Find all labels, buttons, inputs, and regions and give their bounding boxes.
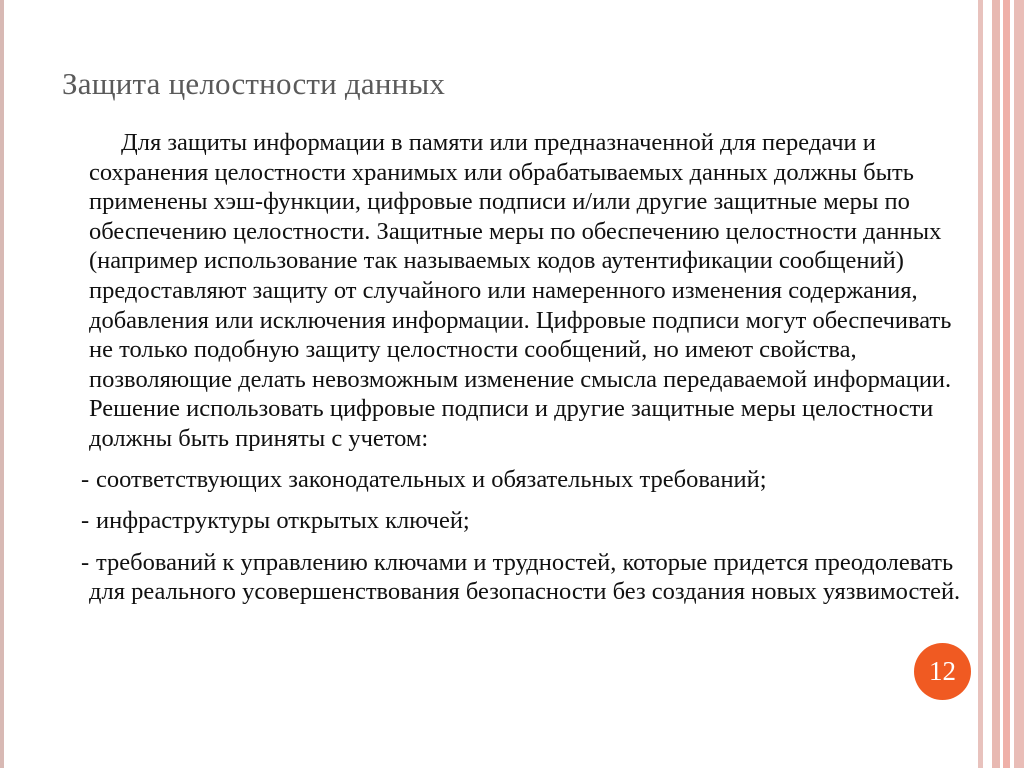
decor-stripe bbox=[992, 0, 1000, 768]
bullet-marker: - bbox=[81, 548, 90, 576]
bullet-text: соответствующих законодательных и обязательных требований; bbox=[96, 465, 767, 493]
bullet-marker: - bbox=[81, 507, 90, 535]
decor-stripe-gap bbox=[983, 0, 992, 768]
slide-body bbox=[81, 128, 974, 607]
decor-stripe bbox=[1003, 0, 1010, 768]
decor-stripe bbox=[1014, 0, 1024, 768]
bullet-marker: - bbox=[81, 465, 90, 493]
bullet-item bbox=[81, 548, 974, 607]
bullet-text: инфраструктуры открытых ключей; bbox=[96, 507, 470, 535]
bullet-text: требований к управлению ключами и трудностей, которые придется преодолевать для реального усовершенствования безопасности без создания новых уязвимостей. bbox=[89, 548, 961, 606]
intro-paragraph: Для защиты информации в памяти или предназначенной для передачи и сохранения целостности хранимых или обрабатываемых данных должны быть применены хэш-функции, цифровые подписи и/или другие защитные меры по обеспечению целостности. Защитные меры по обеспечению целостности данных (например использование так называемых кодов аутентификации сообщений) предоставляют защиту от случайного или намеренного изменения содержания, добавления или исключения информации. Цифровые подписи могут обеспечивать не только подобную защиту целостности сообщений, но имеют свойства, позволяющие делать невозможным изменение смысла передаваемой информации. Решение использовать цифровые подписи и другие защитные меры целостности должны быть приняты с учетом: bbox=[89, 129, 952, 452]
page-number-badge: 12 bbox=[914, 643, 971, 700]
bullet-item bbox=[81, 465, 974, 495]
left-border bbox=[0, 0, 4, 768]
slide-title: Защита целостности данных bbox=[62, 66, 446, 101]
bullet-item bbox=[81, 506, 974, 536]
